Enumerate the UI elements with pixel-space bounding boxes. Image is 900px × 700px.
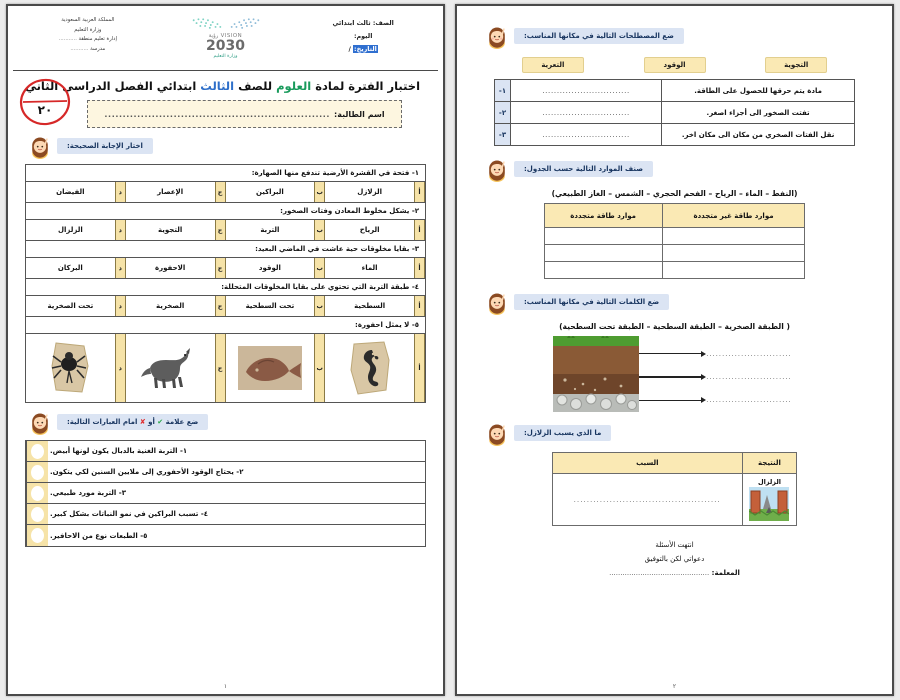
layer-answer-blank[interactable]: ........................... bbox=[706, 372, 792, 381]
option-letter[interactable]: ب bbox=[314, 220, 325, 240]
arrow-icon bbox=[701, 351, 706, 357]
tf-answer-cell[interactable] bbox=[26, 504, 48, 524]
title-part-2: للصف bbox=[238, 79, 273, 93]
student-name-field[interactable] bbox=[87, 100, 402, 128]
tf-answer-cell[interactable] bbox=[26, 462, 48, 482]
option-text[interactable]: الوقود bbox=[258, 264, 281, 272]
answer-oval[interactable] bbox=[31, 507, 44, 522]
teacher-girl-icon bbox=[484, 156, 510, 182]
footer-end-text: انتهت الأسئلة bbox=[655, 541, 694, 549]
page-number: ٢ bbox=[672, 683, 677, 690]
option-letter[interactable]: ب bbox=[314, 296, 325, 316]
tf-answer-cell[interactable] bbox=[26, 525, 48, 546]
term-row-number: ٢- bbox=[495, 102, 511, 124]
tf-instruction-part-1: ضع علامة bbox=[165, 418, 199, 426]
tf-instruction-row bbox=[27, 409, 424, 435]
score-total: ٢٠ bbox=[37, 103, 53, 117]
option-text[interactable]: التجوية bbox=[158, 226, 183, 234]
table-row bbox=[544, 245, 805, 262]
question-text bbox=[26, 241, 425, 258]
tf-instruction bbox=[57, 414, 208, 430]
question-body: يشكل مخلوط المعادن وفتات الصخور: bbox=[280, 207, 410, 215]
student-name-blank[interactable]: .............................................................. bbox=[104, 109, 331, 119]
classify-table bbox=[544, 203, 806, 279]
classify-cell[interactable] bbox=[544, 245, 662, 262]
tf-instruction-or: أو bbox=[148, 418, 155, 426]
cause-header-result: النتيجة bbox=[742, 453, 796, 474]
footer-teacher-label: المعلمة: bbox=[711, 569, 740, 577]
tf-statement: ٤- تسبب البراكين في نمو النباتات بشكل كبير. bbox=[50, 510, 209, 518]
directorate-row bbox=[19, 35, 157, 45]
header-logo-slot bbox=[157, 14, 295, 59]
table-header-row bbox=[552, 453, 796, 474]
option-letter[interactable]: ب bbox=[314, 334, 325, 402]
fish-fossil-image bbox=[238, 346, 302, 390]
table-row bbox=[544, 262, 805, 279]
soil-profile-image bbox=[553, 336, 639, 412]
exam-page-1 bbox=[6, 4, 445, 696]
student-name-label bbox=[334, 110, 385, 119]
option-letter[interactable]: ج bbox=[215, 220, 226, 240]
school-blank[interactable]: ........... bbox=[70, 45, 89, 52]
vision-wings-icon bbox=[183, 15, 269, 35]
layers-instruction: ضع الكلمات التالية في مكانها المناسب: bbox=[514, 294, 669, 310]
option-letter[interactable]: د bbox=[115, 334, 126, 402]
title-part-3: ابتدائي الفصل الدراسي الثاني bbox=[24, 79, 197, 93]
option-letter[interactable]: د bbox=[115, 220, 126, 240]
tf-statement: ٢- يحتاج الوقود الأحفوري إلى ملايين السنين لكي يتكون. bbox=[50, 468, 244, 476]
title-grade: الثالث bbox=[200, 79, 235, 93]
option-letter[interactable]: ب bbox=[314, 258, 325, 278]
section-terms bbox=[470, 23, 879, 146]
table-row bbox=[544, 228, 805, 245]
option-letter[interactable]: ج bbox=[215, 182, 226, 202]
school-label: مدرسة bbox=[90, 45, 106, 52]
mcq-table bbox=[25, 164, 426, 403]
earthquake-image bbox=[749, 487, 789, 521]
option-text[interactable]: البراكين bbox=[255, 188, 284, 196]
table-row bbox=[26, 504, 425, 525]
question-number: ٥- bbox=[411, 321, 419, 329]
term-definition: تفتت الصخور الى أجزاء اصغر. bbox=[662, 102, 855, 124]
option-letter[interactable]: ج bbox=[215, 296, 226, 316]
option-text[interactable]: الاحفورة bbox=[155, 264, 186, 272]
question-text bbox=[26, 165, 425, 182]
insect-fossil-image bbox=[48, 340, 92, 396]
vision-word-ar: رؤية bbox=[208, 33, 219, 39]
layer-blank-row bbox=[639, 389, 796, 411]
answer-oval[interactable] bbox=[31, 465, 44, 480]
classify-cell[interactable] bbox=[662, 245, 805, 262]
tf-answer-cell[interactable] bbox=[26, 441, 48, 461]
question-number: ١- bbox=[411, 169, 419, 177]
table-row bbox=[26, 483, 425, 504]
tf-statement: ١- التربة الغنية بالدبال يكون لونها أبيض. bbox=[50, 447, 188, 455]
term-chip[interactable]: التجوية bbox=[765, 57, 827, 73]
option-text[interactable]: التربة bbox=[260, 226, 280, 234]
question-number: ٢- bbox=[411, 207, 419, 215]
page2-footer bbox=[470, 538, 879, 580]
leader-line bbox=[639, 376, 701, 377]
ministry-label: وزارة التعليم bbox=[74, 26, 102, 33]
option-image-cell[interactable] bbox=[226, 334, 315, 402]
option-text[interactable]: الماء bbox=[361, 264, 378, 272]
option-text[interactable]: السطحية bbox=[354, 302, 386, 310]
footer-wish-text: دعواتي لكن بالتوفيق bbox=[644, 555, 705, 563]
option-letter[interactable]: د bbox=[115, 182, 126, 202]
grade-label: الصف: ثالث ابتدائي bbox=[332, 19, 394, 27]
day-label: اليوم: bbox=[353, 31, 373, 40]
classify-header-nonrenewable: موارد طاقة غير متجددة bbox=[662, 204, 805, 228]
option-row bbox=[26, 296, 425, 317]
option-letter[interactable]: ب bbox=[314, 182, 325, 202]
earthquake-instruction: ما الذي يسبب الزلازل: bbox=[514, 425, 611, 441]
school-row bbox=[19, 45, 157, 55]
exam-page-2 bbox=[455, 4, 894, 696]
option-letter[interactable]: ج bbox=[215, 258, 226, 278]
option-letter[interactable]: أ bbox=[414, 182, 425, 202]
term-answer-blank[interactable]: .............................. bbox=[511, 80, 662, 102]
answer-oval[interactable] bbox=[31, 486, 44, 501]
teacher-girl-icon bbox=[27, 409, 53, 435]
footer-teacher-blank[interactable]: ............................................. bbox=[609, 569, 710, 577]
term-chip-list bbox=[492, 57, 857, 73]
mcq-instruction-row bbox=[27, 133, 424, 159]
cause-answer-blank[interactable]: ............................................. bbox=[552, 474, 742, 526]
cross-mark-icon: ✘ bbox=[139, 418, 146, 426]
classify-cell[interactable] bbox=[662, 228, 805, 245]
vision-word-en: VISION bbox=[220, 33, 243, 39]
table-row bbox=[26, 525, 425, 546]
layer-blank-row bbox=[639, 366, 796, 388]
directorate-label: إدارة تعليم منطقة bbox=[78, 36, 117, 43]
option-text[interactable]: تحت الصخرية bbox=[47, 302, 94, 310]
layer-answer-blank[interactable]: ........................... bbox=[706, 396, 792, 405]
teacher-girl-icon bbox=[27, 133, 53, 159]
leader-line bbox=[639, 400, 701, 401]
term-definition: مادة يتم حرقها للحصول على الطاقة. bbox=[662, 80, 855, 102]
layers-word-bank: ( الطبقة الصخرية – الطبقة السطحية – الطبقة تحت السطحية) bbox=[559, 322, 790, 331]
question-body: لا يمثل احفورة: bbox=[355, 321, 410, 329]
table-row bbox=[495, 80, 855, 102]
true-false-table bbox=[25, 440, 426, 547]
cause-header-reason: السبب bbox=[552, 453, 742, 474]
teacher-girl-icon bbox=[484, 289, 510, 315]
page-title bbox=[23, 79, 422, 93]
directorate-blank[interactable]: ........... bbox=[58, 36, 77, 43]
term-definition: نقل الفتات الصخري من مكان الى مكان اخر. bbox=[662, 124, 855, 146]
section-earthquake-cause bbox=[470, 420, 879, 526]
mcq-instruction: اختار الإجابة الصحيحة: bbox=[57, 138, 153, 154]
tf-statement: ٥- الطبعات نوع من الاحافير. bbox=[50, 531, 148, 540]
option-row bbox=[26, 182, 425, 203]
cause-result-cell bbox=[742, 474, 796, 526]
option-text[interactable]: الرياح bbox=[359, 226, 380, 234]
teacher-girl-icon bbox=[484, 23, 510, 49]
vision-2030-logo bbox=[183, 15, 269, 59]
leader-line bbox=[639, 353, 701, 354]
option-text[interactable]: الصخرية bbox=[156, 302, 185, 310]
question-body: فتحة في القشرة الأرضية تندفع منها الصهارة: bbox=[251, 169, 410, 177]
terms-table bbox=[494, 79, 855, 146]
date-row bbox=[294, 43, 432, 56]
table-row bbox=[495, 102, 855, 124]
option-text[interactable]: الفيضان bbox=[56, 188, 85, 196]
term-answer-blank[interactable]: .............................. bbox=[511, 102, 662, 124]
option-text[interactable]: الزلزال bbox=[57, 226, 83, 234]
footer-teacher-row bbox=[470, 566, 879, 580]
arrow-icon bbox=[701, 397, 706, 403]
tf-answer-cell[interactable] bbox=[26, 483, 48, 503]
answer-oval[interactable] bbox=[31, 444, 44, 459]
term-answer-blank[interactable]: .............................. bbox=[511, 124, 662, 146]
wolf-animal-image bbox=[138, 346, 202, 390]
section-soil-layers bbox=[470, 289, 879, 412]
earthquake-label: الزلزال bbox=[757, 478, 782, 486]
header-ministry-info bbox=[19, 14, 157, 55]
vision-year: 2030 bbox=[206, 38, 245, 54]
option-letter[interactable]: أ bbox=[414, 258, 425, 278]
option-image-cell[interactable] bbox=[126, 334, 215, 402]
option-text[interactable]: الزلازل bbox=[357, 188, 382, 196]
image-option-row bbox=[26, 334, 425, 402]
option-image-cell[interactable] bbox=[26, 334, 115, 402]
option-letter[interactable]: أ bbox=[414, 220, 425, 240]
table-header-row bbox=[544, 204, 805, 228]
classify-cell[interactable] bbox=[662, 262, 805, 279]
layer-answer-blank[interactable]: ........................... bbox=[706, 349, 792, 358]
logo-ministry-text: وزارة التعليم bbox=[213, 54, 238, 59]
date-slash: / bbox=[348, 44, 351, 53]
seahorse-fossil-image bbox=[348, 340, 392, 396]
option-image-cell[interactable] bbox=[325, 334, 414, 402]
option-letter[interactable]: أ bbox=[414, 296, 425, 316]
question-text bbox=[26, 279, 425, 296]
classify-header-renewable: موارد طاقة متجددة bbox=[544, 204, 662, 228]
layer-leader-lines bbox=[639, 336, 796, 412]
classify-cell[interactable] bbox=[544, 228, 662, 245]
arrow-icon bbox=[701, 374, 706, 380]
table-row bbox=[552, 474, 796, 526]
cause-effect-table bbox=[552, 452, 797, 526]
option-text[interactable]: البركان bbox=[57, 264, 83, 272]
question-body: بقايا مخلوقات حية عاشت في الماضي البعيد: bbox=[255, 245, 410, 253]
answer-oval[interactable] bbox=[31, 528, 44, 543]
option-row bbox=[26, 220, 425, 241]
date-label: التاريخ: bbox=[354, 44, 377, 53]
question-number: ٤- bbox=[411, 283, 419, 291]
term-row-number: ١- bbox=[495, 80, 511, 102]
document-header bbox=[13, 11, 438, 71]
kingdom-label: المملكة العربية السعودية bbox=[61, 17, 115, 23]
question-text bbox=[26, 203, 425, 220]
teacher-girl-icon bbox=[484, 420, 510, 446]
page-number: ١ bbox=[223, 683, 228, 690]
option-text[interactable]: تحت السطحية bbox=[245, 302, 295, 310]
classify-items-list: (النفط – الماء – الرياح – الفحم الحجري – الشمس – الغاز الطبيعي) bbox=[551, 189, 798, 198]
option-letter[interactable]: د bbox=[115, 296, 126, 316]
section-classify bbox=[470, 156, 879, 279]
option-letter[interactable]: أ bbox=[414, 334, 425, 402]
check-mark-icon: ✔ bbox=[157, 418, 164, 426]
score-mark bbox=[17, 77, 73, 129]
table-row bbox=[495, 124, 855, 146]
table-row bbox=[26, 462, 425, 483]
terms-instruction: ضع المصطلحات التالية في مكانها المناسب: bbox=[514, 28, 684, 44]
layer-blank-row bbox=[639, 343, 796, 365]
student-name-label-text: اسم الطالبة: bbox=[334, 109, 385, 119]
title-area bbox=[13, 71, 438, 128]
header-class-info bbox=[294, 14, 432, 55]
tf-instruction-part-2: امام العبارات التالية: bbox=[67, 418, 138, 426]
classify-cell[interactable] bbox=[544, 262, 662, 279]
title-subject: العلوم bbox=[276, 79, 312, 93]
option-letter[interactable]: ج bbox=[215, 334, 226, 402]
option-letter[interactable]: د bbox=[115, 258, 126, 278]
question-number: ٣- bbox=[411, 245, 419, 253]
question-body: طبقة التربة التي تحتوي على بقايا المخلوقات المتحللة: bbox=[221, 283, 410, 291]
question-text bbox=[26, 317, 425, 334]
term-chip[interactable]: الوقود bbox=[644, 57, 706, 73]
table-row bbox=[26, 441, 425, 462]
option-text[interactable]: الإعصار bbox=[157, 188, 184, 196]
option-row bbox=[26, 258, 425, 279]
classify-instruction: صنف الموارد التالية حسب الجدول: bbox=[514, 161, 653, 177]
term-chip[interactable]: التعرية bbox=[522, 57, 584, 73]
title-part-1: اختبار الفترة لمادة bbox=[315, 79, 421, 93]
tf-statement: ٣- التربة مورد طبيعي. bbox=[50, 489, 126, 497]
term-row-number: ٣- bbox=[495, 124, 511, 146]
